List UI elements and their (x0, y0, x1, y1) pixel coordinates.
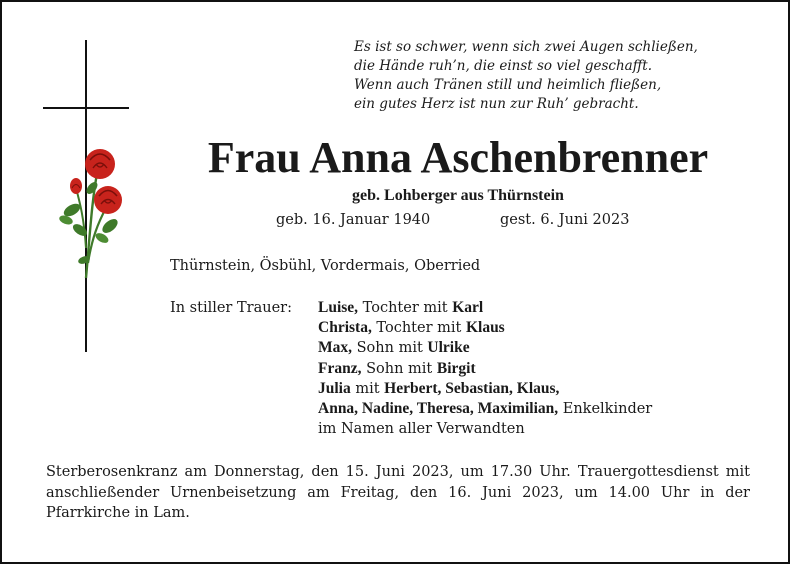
mourners-list (318, 298, 652, 439)
places-line: Thürnstein, Ösbühl, Vordermais, Oberried (170, 258, 481, 274)
mourner-relation: Tochter mit (371, 320, 466, 337)
mourner-row (318, 379, 652, 399)
mourner-relation: Enkelkinder (558, 401, 653, 418)
mourner-name: Franz, (318, 359, 362, 377)
death-date: gest. 6. Juni 2023 (500, 212, 630, 228)
mourner-row (318, 359, 652, 379)
rose-icon (58, 149, 122, 278)
poem-line: Es ist so schwer, wenn sich zwei Augen schließen, (354, 39, 698, 55)
deceased-name: Frau Anna Aschenbrenner (207, 133, 709, 182)
poem-line: Wenn auch Tränen still und heimlich fließen, (354, 77, 662, 93)
mourner-name: Karl (452, 299, 484, 316)
mourner-name: Julia (318, 379, 351, 397)
mourner-row (318, 399, 652, 419)
mourner-name: Anna, Nadine, Theresa, Maximilian, (318, 400, 559, 418)
mourner-row (318, 318, 652, 338)
mourner-row (318, 338, 652, 358)
maiden-name-line: geb. Lohberger aus Thürnstein (352, 187, 564, 204)
mourner-relation: im Namen aller Verwandten (318, 421, 525, 438)
mourning-label: In stiller Trauer: (170, 300, 292, 316)
mourner-name: Klaus (465, 319, 505, 337)
mourner-row (318, 419, 652, 439)
mourner-relation: Sohn mit (361, 360, 437, 377)
mourner-row (318, 298, 652, 318)
mourner-name: Birgit (436, 359, 476, 377)
birth-date: geb. 16. Januar 1940 (276, 212, 431, 228)
poem-line: ein gutes Herz ist nun zur Ruh’ gebracht. (354, 96, 639, 112)
mourner-relation: Tochter mit (358, 300, 453, 316)
mourner-name: Christa, (318, 319, 372, 337)
mourner-name: Herbert, Sebastian, Klaus, (384, 379, 560, 397)
mourner-name: Luise, (318, 299, 359, 316)
poem-line: die Hände ruh’n, die einst so viel geschafft. (354, 58, 653, 74)
mourner-name: Ulrike (427, 339, 470, 357)
poem (354, 38, 774, 114)
mourner-relation: Sohn mit (352, 340, 428, 357)
mourner-name: Max, (318, 339, 353, 357)
mourner-relation: mit (350, 380, 385, 397)
service-details: Sterberosenkranz am Donnerstag, den 15. Juni 2023, um 17.30 Uhr. Trauergottesdienst mit anschließender Urnenbeisetzung am Freitag, den 16. Juni 2023, um 14.00 Uhr in der Pfarrkirche in Lam. (46, 464, 750, 521)
cross-with-roses (40, 38, 140, 358)
